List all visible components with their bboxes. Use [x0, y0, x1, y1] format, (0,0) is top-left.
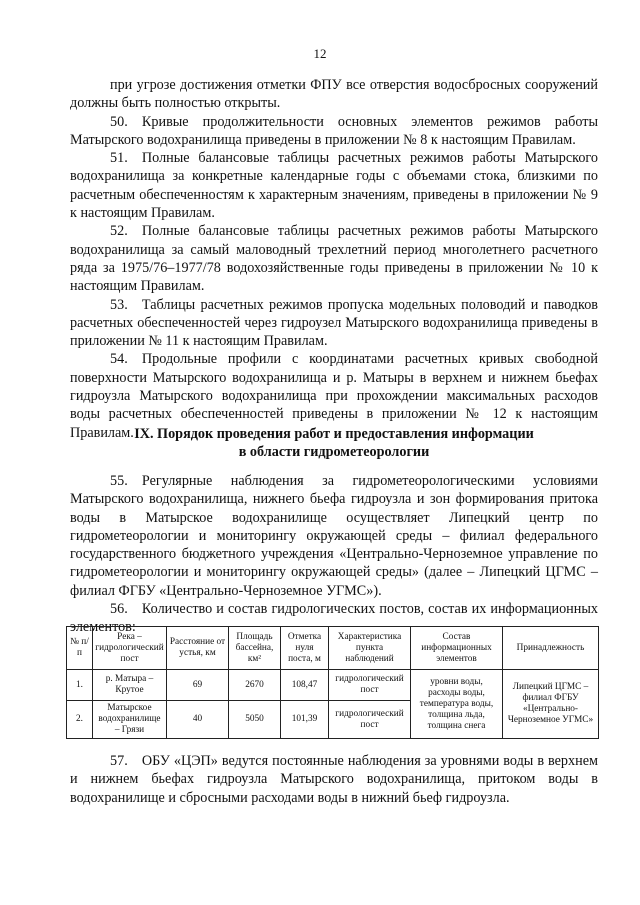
body-text-bottom: [70, 752, 598, 807]
paragraph-53: 53. Таблицы расчетных режимов пропуска модельных половодий и паводков расчетных обеспеченностей через гидроузел Матырского водохранилища приведены в приложении № 11 к настоящим Правилам.: [70, 296, 598, 350]
body-text-top: [70, 76, 598, 442]
section-heading-line-2: в области гидрометеорологии: [238, 444, 430, 460]
paragraph-50: 50. Кривые продолжительности основных элементов режимов работы Матырского водохранилища приведены в приложении № 8 к настоящим Правилам.: [70, 113, 598, 148]
zero-mark: 101,39: [281, 701, 329, 739]
hydro-posts-table: [66, 626, 598, 739]
info-elements: уровни воды, расходы воды, температура воды, толщина льда, толщина снега: [411, 670, 503, 739]
owner: Липецкий ЦГМС – филиал ФГБУ «Центрально-Черноземное УГМС»: [503, 670, 599, 739]
body-text-mid: [70, 472, 598, 637]
distance: 40: [167, 701, 229, 739]
section-heading-line-1: IX. Порядок проведения работ и предоставления информации: [134, 426, 534, 442]
paragraph-55: 55. Регулярные наблюдения за гидрометеорологическими условиями Матырского водохранилища, нижнего бьефа гидроузла и зон формирования притока воды в Матырское водохранилище осуществляет Липецкий центр по гидрометеорологии и мониторингу окружающей среды – филиал федерального государственного бюджетного учреждения «Центрально-Черноземное управление по гидрометеорологии и мониторингу окружающей среды» (далее – Липецкий ЦГМС – филиал ФГБУ «Центрально-Черноземное УГМС»).: [70, 473, 598, 599]
section-heading: [70, 425, 598, 461]
column-header: Река – гидрологический пост: [93, 627, 167, 670]
river-post: Матырское водохранилище – Грязи: [93, 701, 167, 739]
paragraph-56: 56. Количество и состав гидрологических постов, состав их информационных элементов:: [70, 601, 598, 636]
basin-area: 2670: [229, 670, 281, 701]
column-header: Отметка нуля поста, м: [281, 627, 329, 670]
basin-area: 5050: [229, 701, 281, 739]
page-number: 12: [313, 46, 327, 61]
row-number: 1.: [67, 670, 93, 701]
table-header-row: [67, 627, 599, 670]
column-header: Принадлежность: [503, 627, 599, 670]
paragraph-continuation: при угрозе достижения отметки ФПУ все отверстия водосбросных сооружений должны быть полностью открыты.: [70, 77, 598, 112]
column-header: № п/п: [67, 627, 93, 670]
column-header: Площадь бассейна, км²: [229, 627, 281, 670]
distance: 69: [167, 670, 229, 701]
post-type: гидрологический пост: [329, 670, 411, 701]
paragraph-57: 57. ОБУ «ЦЭП» ведутся постоянные наблюдения за уровнями воды в верхнем и нижнем бьефах гидроузла Матырского водохранилища, притоком воды в водохранилище и сбросными расходами воды в нижний бьеф гидроузла.: [70, 753, 598, 806]
table-row: [67, 670, 599, 701]
row-number: 2.: [67, 701, 93, 739]
river-post: р. Матыра – Крутое: [93, 670, 167, 701]
column-header: Характеристика пункта наблюдений: [329, 627, 411, 670]
column-header: Расстояние от устья, км: [167, 627, 229, 670]
paragraph-52: 52. Полные балансовые таблицы расчетных режимов работы Матырского водохранилища за самый маловодный трехлетний период многолетнего расчетного ряда за 1975/76–1977/78 водохозяйственные годы приведены в приложении № 10 к настоящим Правилам.: [70, 223, 598, 295]
column-header: Состав информационных элементов: [411, 627, 503, 670]
zero-mark: 108,47: [281, 670, 329, 701]
post-type: гидрологический пост: [329, 701, 411, 739]
paragraph-54: 54. Продольные профили с координатами расчетных кривых свободной поверхности Матырского водохранилища и р. Матыры в верхнем и нижнем бьефах гидроузла Матырского водохранилища при прохождении максимальных расходов воды расчетных обеспеченностей приведены в приложении № 12 к настоящим Правилам.: [70, 351, 598, 441]
paragraph-51: 51. Полные балансовые таблицы расчетных режимов работы Матырского водохранилища за конкретные календарные годы с объемами стока, близкими по расчетным обеспеченностям к характерным значениям, приведены в приложении № 9 к настоящим Правилам.: [70, 150, 598, 222]
